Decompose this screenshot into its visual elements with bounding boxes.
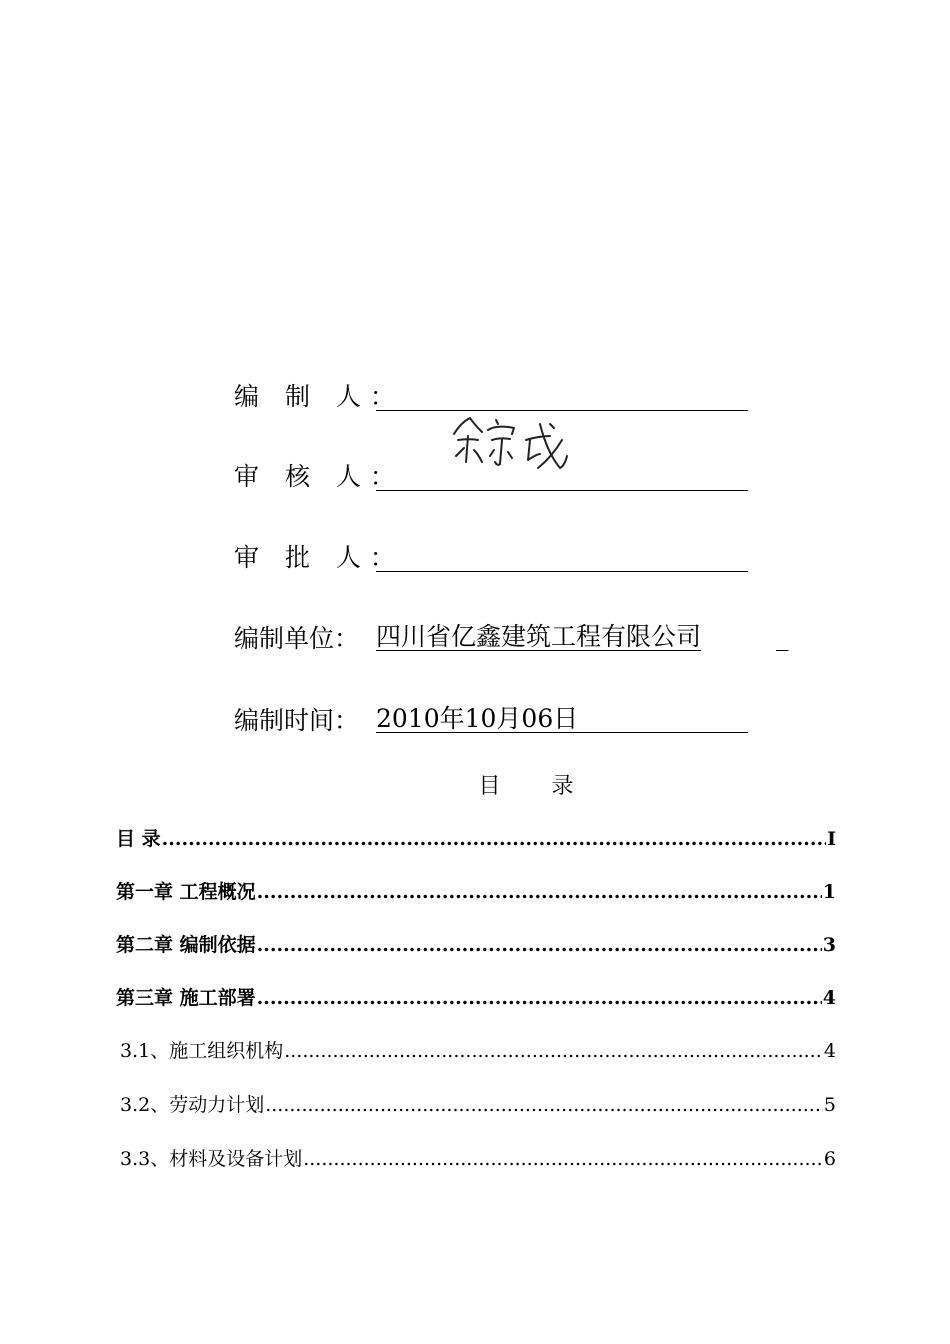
- toc-entry[interactable]: [120, 1146, 836, 1172]
- toc-entry-title: 3.3、材料及设备计划: [120, 1148, 303, 1170]
- toc-leader-dots: [265, 1092, 823, 1118]
- toc-entry-title: 目 录: [116, 828, 161, 850]
- toc-leader-dots: [284, 1038, 823, 1064]
- time-value: 2010年10月06日: [376, 704, 579, 733]
- toc-entry-page: 4: [822, 987, 836, 1009]
- toc-leader-dots: [257, 985, 822, 1011]
- compiler-row: [234, 372, 404, 412]
- toc-leader-dots: [257, 879, 822, 905]
- toc-entry[interactable]: [120, 1092, 836, 1118]
- reviewer-line: [376, 490, 748, 491]
- toc-entry-page: 3: [822, 934, 836, 956]
- toc-entry[interactable]: [116, 985, 836, 1011]
- reviewer-label: 审 核 人：: [234, 462, 404, 491]
- approver-row: [234, 533, 404, 573]
- unit-label: 编制单位：: [234, 624, 360, 653]
- toc-entry[interactable]: [116, 932, 836, 958]
- toc-leader-dots: [303, 1146, 823, 1172]
- unit-row: [234, 614, 359, 654]
- time-line: [376, 732, 748, 733]
- toc-entry[interactable]: [116, 826, 836, 852]
- toc-entry-page: 4: [823, 1040, 836, 1062]
- approver-label: 审 批 人：: [234, 543, 404, 572]
- toc-entry-page: 5: [823, 1094, 836, 1116]
- toc-entry-page: I: [827, 828, 836, 850]
- toc-entry-title: 第一章 工程概况: [116, 881, 256, 903]
- toc-entry-title: 3.1、施工组织机构: [120, 1040, 284, 1062]
- time-row: [234, 696, 359, 736]
- compiler-label: 编 制 人：: [234, 382, 404, 411]
- toc-entry-page: 1: [822, 881, 836, 903]
- toc-entry-title: 第三章 施工部署: [116, 987, 256, 1009]
- handwritten-signature-icon: [440, 410, 580, 480]
- time-label: 编制时间：: [234, 706, 360, 735]
- toc-entry[interactable]: [120, 1038, 836, 1064]
- toc-entry-title: 第二章 编制依据: [116, 934, 256, 956]
- reviewer-row: [234, 452, 404, 492]
- toc-entry-title: 3.2、劳动力计划: [120, 1094, 265, 1116]
- unit-value: 四川省亿鑫建筑工程有限公司: [376, 622, 702, 651]
- toc-leader-dots: [257, 932, 822, 958]
- toc-heading: 目 录: [478, 774, 596, 799]
- approver-line: [376, 571, 748, 572]
- toc-entry[interactable]: [116, 879, 836, 905]
- toc-leader-dots: [162, 826, 826, 852]
- unit-trailing: _: [776, 622, 789, 651]
- toc-entry-page: 6: [823, 1148, 836, 1170]
